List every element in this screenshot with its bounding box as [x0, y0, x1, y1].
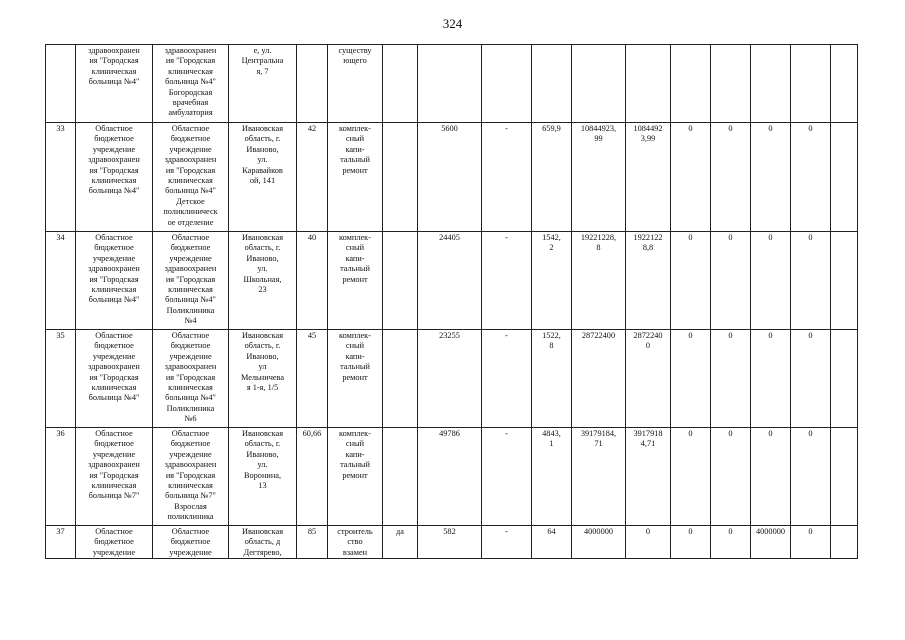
cell-text: Ивановская область, г. Иваново, ул. Каравайков ой, 141 [241, 124, 284, 186]
extra-cell [831, 330, 858, 428]
cell-text: 0 [728, 331, 733, 340]
work-type-cell [328, 45, 383, 123]
cell-text: Областное бюджетное учреждение здравоохранен ия "Городская клиническая больница №4" [88, 331, 140, 403]
value-cell [532, 526, 572, 559]
extra-cell [831, 123, 858, 232]
cell-text: 0 [688, 527, 693, 536]
cell-text: 24405 [439, 233, 460, 242]
cell-text: 35 [56, 331, 65, 340]
amount-cell [671, 45, 711, 123]
work-type-cell [328, 526, 383, 559]
cell-text: 42 [307, 124, 317, 133]
amount-cell [751, 123, 791, 232]
wear-cell [297, 428, 328, 526]
wear-cell [297, 45, 328, 123]
wear-cell [297, 232, 328, 330]
wear-cell [297, 123, 328, 232]
amount-cell [572, 123, 626, 232]
wear-cell [297, 330, 328, 428]
amount-cell [626, 232, 671, 330]
amount-cell [751, 526, 791, 559]
amount-cell [572, 526, 626, 559]
amount-cell [711, 232, 751, 330]
object-cell [153, 123, 229, 232]
cell-text: Областное бюджетное учреждение [92, 527, 136, 557]
cell-text: 23255 [439, 331, 460, 340]
cell-text: Ивановская область, г. Иваново, ул. Воронина, 13 [241, 429, 284, 491]
table-row [46, 123, 858, 232]
value-cell [418, 232, 482, 330]
cell-text: 0 [688, 124, 693, 133]
amount-cell [572, 45, 626, 123]
cell-text: - [505, 331, 508, 340]
cell-text: 40 [307, 233, 317, 242]
cell-text: 10844923, 99 [580, 124, 617, 144]
cell-text: 28722400 [581, 331, 616, 340]
cell-text: Областное бюджетное учреждение здравоохранен ия "Городская клиническая больница №4" [88, 124, 140, 196]
new-construction-cell [383, 526, 418, 559]
amount-cell [751, 330, 791, 428]
value-cell [532, 232, 572, 330]
row-number-cell [46, 123, 76, 232]
object-cell [153, 526, 229, 559]
cell-text: 0 [728, 527, 733, 536]
amount-cell [671, 232, 711, 330]
cell-text: 85 [307, 527, 317, 536]
cell-text: 582 [443, 527, 456, 536]
cell-text: комплек- сный капи- тальный ремонт [339, 124, 371, 175]
amount-cell [626, 330, 671, 428]
cell-text: Областное бюджетное учреждение здравоохранен ия "Городская клиническая больница №4" [88, 233, 140, 305]
new-construction-cell [383, 232, 418, 330]
amount-cell [572, 232, 626, 330]
cell-text: комплек- сный капи- тальный ремонт [339, 233, 371, 284]
amount-cell [751, 232, 791, 330]
address-cell [229, 526, 297, 559]
recipient-cell [76, 123, 153, 232]
cell-text: 19221228, 8 [580, 233, 617, 253]
extra-cell [831, 428, 858, 526]
cell-text: Областное бюджетное учреждение здравоохранен ия "Городская клиническая больница №4" Детское поликлиническ ое отделение [163, 124, 218, 227]
extra-cell [831, 232, 858, 330]
amount-cell [626, 123, 671, 232]
cell-text: 1522, 8 [542, 331, 561, 351]
row-number-cell [46, 428, 76, 526]
amount-cell [626, 45, 671, 123]
cell-text: 1542, 2 [542, 233, 561, 253]
cell-text: 60,66 [302, 429, 322, 438]
extra-cell [831, 526, 858, 559]
cell-text: - [505, 124, 508, 133]
amount-cell [671, 526, 711, 559]
cell-text: строитель ство взамен [337, 527, 373, 557]
object-cell [153, 45, 229, 123]
cell-text: 0 [808, 331, 813, 340]
cell-text: 0 [808, 527, 813, 536]
cell-text: 64 [547, 527, 556, 536]
cell-text: здравоохранен ия "Городская клиническая больница №4" Богородская врачебная амбулатория [164, 46, 217, 118]
cell-text: 4000000 [583, 527, 614, 536]
recipient-cell [76, 428, 153, 526]
amount-cell [626, 428, 671, 526]
amount-cell [751, 45, 791, 123]
value-cell [418, 526, 482, 559]
work-type-cell [328, 428, 383, 526]
cell-text: 0 [808, 233, 813, 242]
amount-cell [626, 526, 671, 559]
address-cell [229, 428, 297, 526]
cell-text: 4843, 1 [542, 429, 561, 449]
amount-cell [791, 526, 831, 559]
amount-cell [791, 232, 831, 330]
cell-text: Ивановская область, д Дегтярево, [241, 527, 284, 557]
value-cell [482, 330, 532, 428]
amount-cell [791, 428, 831, 526]
object-cell [153, 330, 229, 428]
cell-text: 34 [56, 233, 65, 242]
table-row [46, 526, 858, 559]
row-number-cell [46, 330, 76, 428]
work-type-cell [328, 330, 383, 428]
cell-text: комплек- сный капи- тальный ремонт [339, 331, 371, 382]
amount-cell [711, 526, 751, 559]
cell-text: да [396, 527, 404, 536]
cell-text: 0 [688, 233, 693, 242]
cell-text: 0 [728, 429, 733, 438]
amount-cell [711, 428, 751, 526]
amount-cell [711, 330, 751, 428]
work-type-cell [328, 232, 383, 330]
cell-text: 0 [688, 331, 693, 340]
amount-cell [751, 428, 791, 526]
cell-text: 0 [768, 124, 773, 133]
value-cell [418, 123, 482, 232]
recipient-cell [76, 526, 153, 559]
value-cell [482, 232, 532, 330]
cell-text: - [505, 429, 508, 438]
cell-text: 45 [307, 331, 317, 340]
value-cell [482, 45, 532, 123]
table-row [46, 330, 858, 428]
value-cell [532, 45, 572, 123]
cell-text: 0 [768, 331, 773, 340]
wear-cell [297, 526, 328, 559]
page-number: 324 [442, 16, 463, 31]
work-type-cell [328, 123, 383, 232]
cell-text: существу ющего [338, 46, 372, 66]
cell-text: 0 [728, 233, 733, 242]
value-cell [482, 123, 532, 232]
cell-text: 0 [808, 124, 813, 133]
address-cell [229, 123, 297, 232]
cell-text: - [505, 527, 508, 536]
amount-cell [671, 330, 711, 428]
cell-text: Областное бюджетное учреждение здравоохранен ия "Городская клиническая больница №4" Поликлиника №6 [164, 331, 217, 424]
table-row [46, 428, 858, 526]
cell-text: 0 [728, 124, 733, 133]
new-construction-cell [383, 45, 418, 123]
cell-text: 3917918 4,71 [633, 429, 663, 449]
cell-text: 49786 [439, 429, 460, 438]
amount-cell [791, 45, 831, 123]
cell-text: Областное бюджетное учреждение здравоохранен ия "Городская клиническая больница №7" [88, 429, 140, 501]
cell-text: 0 [768, 233, 773, 242]
cell-text: 1922122 8,8 [633, 233, 663, 253]
address-cell [229, 45, 297, 123]
value-cell [418, 330, 482, 428]
cell-text: 0 [808, 429, 813, 438]
cell-text: 0 [768, 429, 773, 438]
cell-text: Ивановская область, г. Иваново, ул. Школьная, 23 [241, 233, 284, 295]
recipient-cell [76, 330, 153, 428]
row-number-cell [46, 45, 76, 123]
cell-text: комплек- сный капи- тальный ремонт [339, 429, 371, 480]
row-number-cell [46, 526, 76, 559]
cell-text: 659,9 [542, 124, 561, 133]
address-cell [229, 330, 297, 428]
amount-cell [671, 123, 711, 232]
amount-cell [711, 45, 751, 123]
table-row [46, 45, 858, 123]
new-construction-cell [383, 428, 418, 526]
cell-text: Ивановская область, г. Иваново, ул Мельничева я 1-я, 1/5 [240, 331, 285, 393]
amount-cell [671, 428, 711, 526]
cell-text: 0 [645, 527, 651, 536]
cell-text: здравоохранен ия "Городская клиническая больница №4" [88, 46, 140, 87]
amount-cell [791, 123, 831, 232]
cell-text: 5600 [441, 124, 458, 133]
cell-text: - [505, 233, 508, 242]
cell-text: 4000000 [755, 527, 786, 536]
cell-text: 1084492 3,99 [633, 124, 663, 144]
value-cell [532, 123, 572, 232]
registry-table [45, 44, 858, 559]
recipient-cell [76, 45, 153, 123]
amount-cell [791, 330, 831, 428]
cell-text: Областное бюджетное учреждение [169, 527, 212, 557]
value-cell [532, 330, 572, 428]
value-cell [532, 428, 572, 526]
value-cell [482, 526, 532, 559]
cell-text: 33 [56, 124, 65, 133]
cell-text: 39179184, 71 [580, 429, 617, 449]
cell-text: 36 [56, 429, 65, 438]
cell-text: 2872240 0 [633, 331, 663, 351]
object-cell [153, 232, 229, 330]
cell-text: 0 [688, 429, 693, 438]
cell-text: е, ул. Центральна я, 7 [241, 46, 284, 76]
cell-text: Областное бюджетное учреждение здравоохранен ия "Городская клиническая больница №7" Взрослая поликлиника [164, 429, 217, 522]
table-row [46, 232, 858, 330]
value-cell [418, 45, 482, 123]
cell-text: Областное бюджетное учреждение здравоохранен ия "Городская клиническая больница №4" Поликлиника №4 [164, 233, 217, 326]
value-cell [418, 428, 482, 526]
address-cell [229, 232, 297, 330]
value-cell [482, 428, 532, 526]
extra-cell [831, 45, 858, 123]
object-cell [153, 428, 229, 526]
new-construction-cell [383, 330, 418, 428]
cell-text: 37 [56, 527, 65, 536]
amount-cell [572, 330, 626, 428]
amount-cell [711, 123, 751, 232]
amount-cell [572, 428, 626, 526]
recipient-cell [76, 232, 153, 330]
row-number-cell [46, 232, 76, 330]
new-construction-cell [383, 123, 418, 232]
